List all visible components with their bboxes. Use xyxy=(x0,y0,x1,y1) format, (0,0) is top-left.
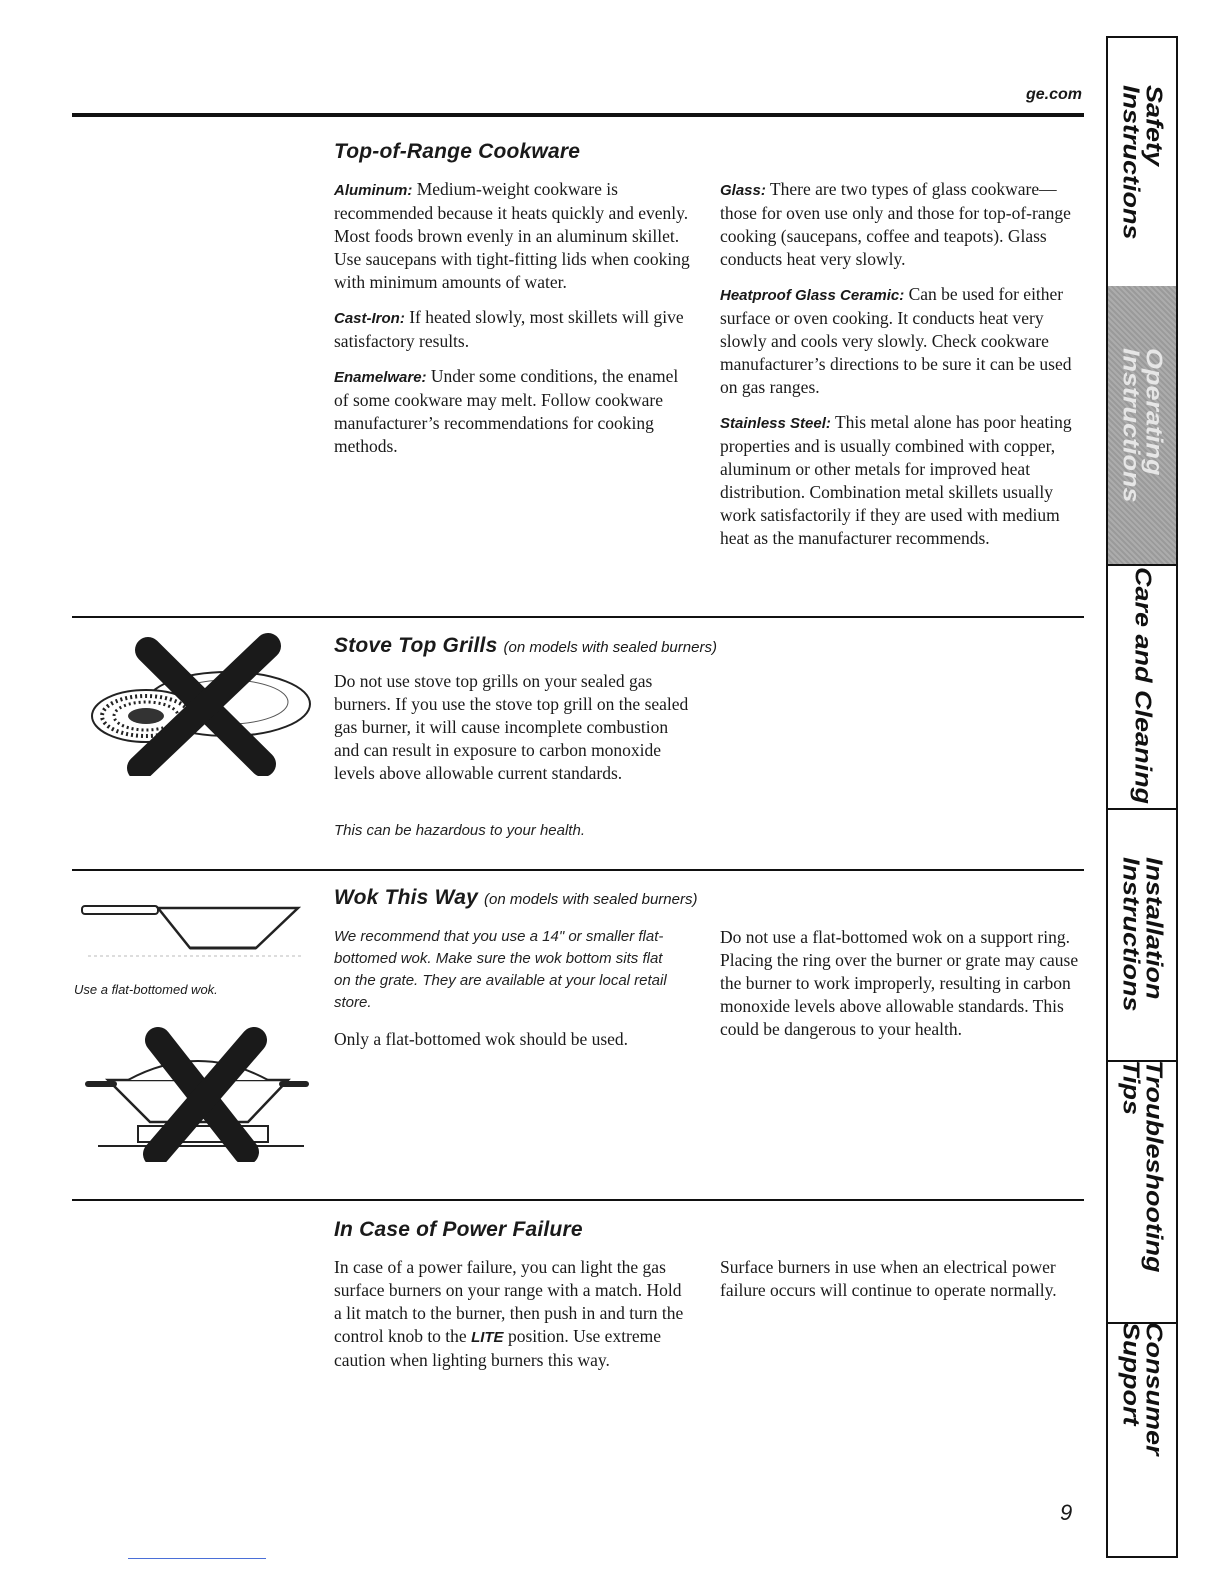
power-body-left-a: In case of a power failure, you can light the gas surface burners on your range with a match. Hold a lit match to the burner, then push in and turn the control knob to the xyxy=(334,1257,684,1346)
tab-label: Consumer Support xyxy=(1118,1322,1167,1456)
stove-top-grill-icon xyxy=(78,632,314,776)
aluminum-paragraph xyxy=(334,178,690,294)
aluminum-text: Medium-weight cookware is recommended because it heats quickly and evenly. Most foods brown evenly in an aluminum skillet. Use saucepans with tight-fitting lids when cooking with minimum amounts of water. xyxy=(334,179,690,292)
wok-caption: Use a flat-bottomed wok. xyxy=(74,982,218,997)
grills-title xyxy=(334,634,717,658)
wok-title-text: Wok This Way xyxy=(334,886,478,909)
tab-label: Operating Instructions xyxy=(1118,347,1167,503)
tab-label: Installation Instructions xyxy=(1118,856,1167,1012)
castiron-term: Cast-Iron: xyxy=(334,310,405,327)
glass-paragraph xyxy=(720,178,1082,271)
tab-consumer-support[interactable] xyxy=(1108,1322,1176,1556)
heatproof-term: Heatproof Glass Ceramic: xyxy=(720,287,905,304)
stainless-term: Stainless Steel: xyxy=(720,415,831,432)
wok-recommendation: We recommend that you use a 14" or smaller flat-bottomed wok. Make sure the wok bottom sits flat on the grate. They are available at your local retail store. xyxy=(334,928,667,1011)
tab-care-and-cleaning[interactable] xyxy=(1108,564,1176,810)
grills-warning: This can be hazardous to your health. xyxy=(334,822,585,839)
power-body-left-b: position. Use extreme caution when lighting burners this way. xyxy=(334,1326,662,1370)
grills-body: Do not use stove top grills on your sealed gas burners. If you use the stove top grill on the sealed gas burner, it will cause incomplete combustion and can result in exposure to carbon monoxide levels above allowable current standards. xyxy=(334,671,689,783)
lite-term: LITE xyxy=(471,1329,504,1346)
bottom-link-line xyxy=(128,1558,266,1559)
tab-troubleshooting-tips[interactable] xyxy=(1108,1060,1176,1324)
tab-installation-instructions[interactable] xyxy=(1108,808,1176,1062)
enamelware-text: Under some conditions, the enamel of some cookware may melt. Follow cookware manufacturer’s recommendations for cooking methods. xyxy=(334,366,679,456)
wok-on-ring-icon xyxy=(78,1022,314,1162)
castiron-text: If heated slowly, most skillets will give satisfactory results. xyxy=(334,307,684,351)
aluminum-term: Aluminum: xyxy=(334,182,413,199)
cookware-left-column xyxy=(334,178,690,470)
tab-label: Care and Cleaning xyxy=(1129,567,1156,805)
power-body-right: Surface burners in use when an electrical power failure occurs will continue to operate normally. xyxy=(720,1257,1057,1300)
enamelware-term: Enamelware: xyxy=(334,369,427,386)
tab-safety-instructions[interactable] xyxy=(1108,38,1176,288)
stainless-paragraph xyxy=(720,411,1082,550)
grills-title-text: Stove Top Grills xyxy=(334,634,498,657)
heatproof-paragraph xyxy=(720,283,1082,399)
cookware-right-column xyxy=(720,178,1082,562)
heatproof-text: Can be used for either surface or oven cooking. It conducts heat very slowly and cools very slowly. Check cookware manufacturer’s directions to be sure it can be used on gas ranges. xyxy=(720,284,1072,397)
power-body-left xyxy=(334,1256,690,1372)
tab-label: Safety Instructions xyxy=(1118,84,1167,240)
wok-body-right: Do not use a flat-bottomed wok on a support ring. Placing the ring over the burner or grate may cause the burner to work improperly, resulting in carbon monoxide levels above allowable standards. This could be dangerous to your health. xyxy=(720,927,1079,1039)
enamelware-paragraph xyxy=(334,365,690,458)
section-tabs xyxy=(1106,36,1178,1558)
section-divider xyxy=(72,616,1084,618)
stainless-text: This metal alone has poor heating properties and is usually combined with copper, aluminum or other metals for improved heat distribution. Combination metal skillets usually work satisfactorily if they are used with medium heat as the manufacturer recommends. xyxy=(720,412,1072,548)
power-title: In Case of Power Failure xyxy=(334,1218,583,1241)
flat-bottom-wok-icon xyxy=(78,886,314,976)
cookware-title: Top-of-Range Cookware xyxy=(334,140,581,163)
tab-operating-instructions[interactable] xyxy=(1108,286,1176,566)
site-url: ge.com xyxy=(1025,86,1082,103)
glass-text: There are two types of glass cookware—those for oven use only and those for top-of-range cooking (saucepans, coffee and teapots). Glass conducts heat very slowly. xyxy=(720,179,1071,269)
wok-subtitle: (on models with sealed burners) xyxy=(484,891,698,908)
top-rule xyxy=(72,113,1084,117)
section-divider xyxy=(72,869,1084,871)
wok-title xyxy=(334,886,697,910)
page-number: 9 xyxy=(1060,1500,1073,1525)
grills-subtitle: (on models with sealed burners) xyxy=(503,639,717,656)
glass-term: Glass: xyxy=(720,182,766,199)
wok-body-left: Only a flat-bottomed wok should be used. xyxy=(334,1029,629,1049)
tab-label: Troubleshooting Tips xyxy=(1118,1060,1167,1273)
section-divider xyxy=(72,1199,1084,1201)
castiron-paragraph xyxy=(334,306,690,353)
